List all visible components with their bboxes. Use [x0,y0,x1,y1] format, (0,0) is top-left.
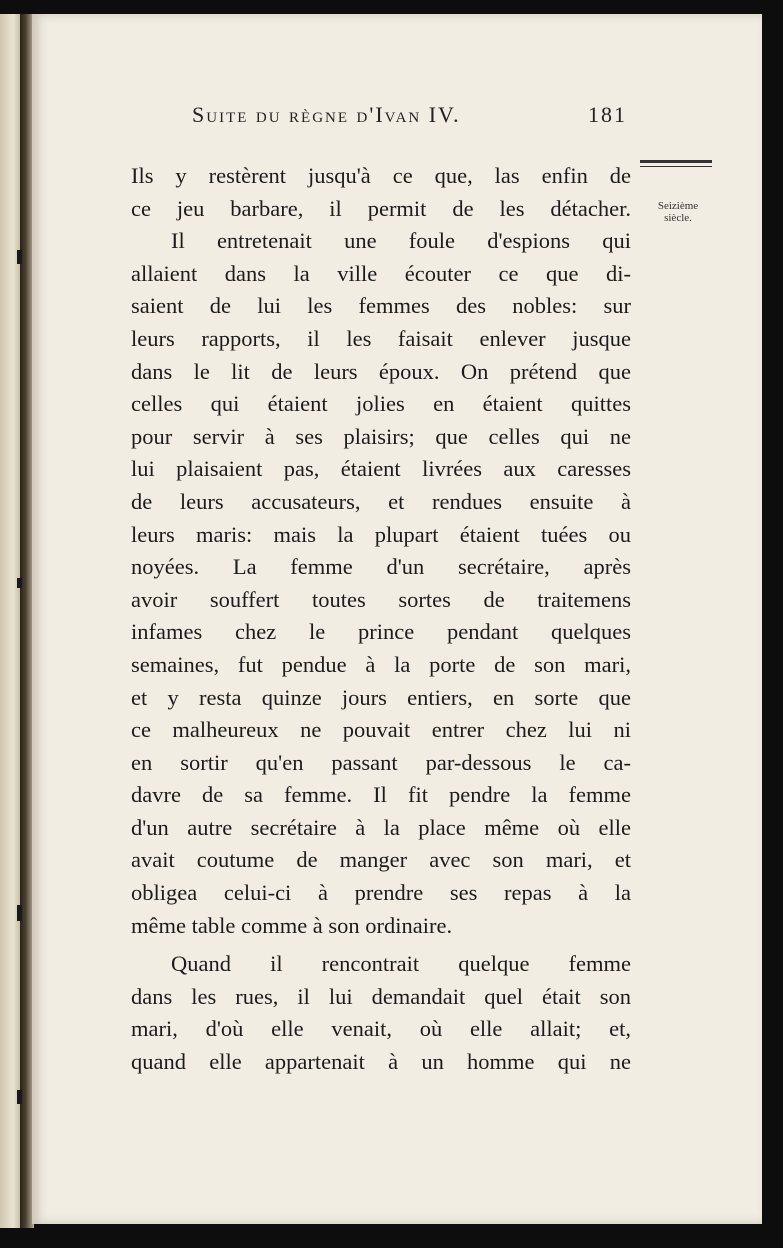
text-line: infames chez le prince pendant quelques [131,619,631,645]
text-line: Ils y restèrent jusqu'à ce que, las enfin de [131,163,631,188]
running-title: Suite du règne d'Ivan IV. [192,102,461,127]
binding-mark [17,1090,22,1104]
margin-note [648,200,708,224]
binding-mark [17,905,22,921]
text-line: leurs maris: mais la plupart étaient tuées ou [131,521,631,547]
text-line: Quand il rencontrait quelque femme [171,951,631,977]
text-line: pour servir à ses plaisirs; que celles qui ne [131,423,631,449]
text-line: obligea celui-ci à prendre ses repas à la [131,880,631,906]
text-line: leurs rapports, il les faisait enlever jusque [131,325,631,351]
margin-note-line: siècle. [664,212,692,224]
text-line: allaient dans la ville écouter ce que di- [131,260,631,286]
text-line: dans les rues, il lui demandait quel était son [131,983,631,1009]
text-line: même table comme à son ordinaire. [131,912,453,938]
text-line: celles qui étaient jolies en étaient quittes [131,391,631,417]
text-line: ce jeu barbare, il permit de les détacher. [131,195,631,221]
text-line: de leurs accusateurs, et rendues ensuite à [131,488,631,514]
margin-note-line: Seizième [657,200,699,212]
page-number: 181 [588,102,627,127]
binding-mark [17,250,22,264]
text-line: semaines, fut pendue à la porte de son mari, [131,651,631,677]
binding-mark [17,578,22,588]
margin-rule [640,166,712,167]
body-text [131,160,631,1079]
text-line: saient de lui les femmes des nobles: sur [131,293,631,319]
text-line: ce malheureux ne pouvait entrer chez lui ni [131,717,631,743]
text-line: quand elle appartenait à un homme qui ne [131,1049,631,1075]
text-line: davre de sa femme. Il fit pendre la femme [131,782,631,808]
text-line: et y resta quinze jours entiers, en sorte que [131,684,631,710]
text-line: Il entretenait une foule d'espions qui [171,228,631,254]
text-line: mari, d'où elle venait, où elle allait; et, [131,1016,631,1042]
text-line: avait coutume de manger avec son mari, et [131,847,631,873]
text-line: en sortir qu'en passant par-dessous le ca- [131,749,631,775]
text-line: lui plaisaient pas, étaient livrées aux caresses [131,456,631,482]
text-line: noyées. La femme d'un secrétaire, après [131,554,631,580]
text-line: d'un autre secrétaire à la place même où elle [131,814,631,840]
left-page-edge [0,14,22,1228]
margin-rule [640,160,712,163]
book-page [32,14,762,1224]
text-line: avoir souffert toutes sortes de traitemens [131,586,631,612]
text-line: dans le lit de leurs époux. On prétend que [131,358,631,384]
